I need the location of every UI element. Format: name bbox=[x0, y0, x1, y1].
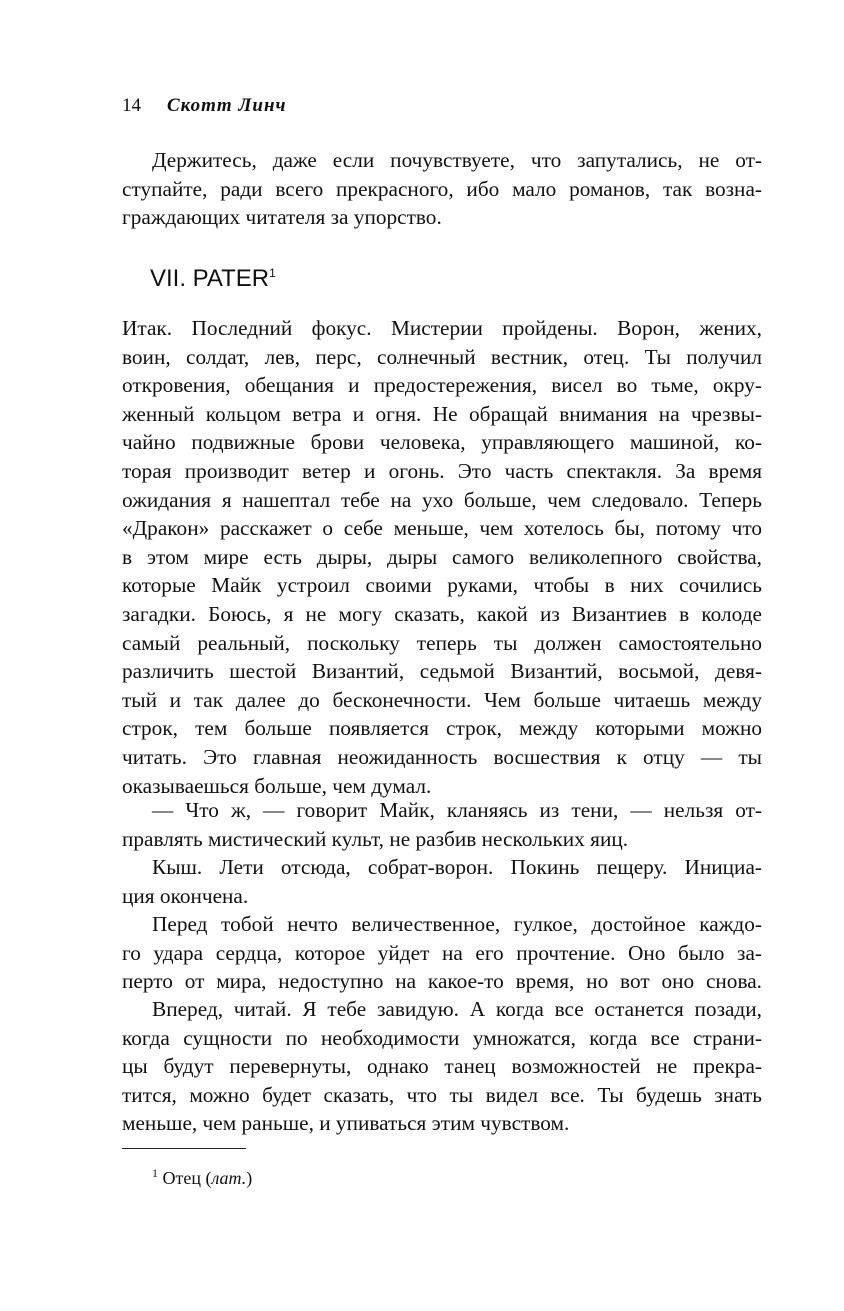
text-line: Кыш. Лети отсюда, собрат-ворон. Покинь пещеру. Инициа- bbox=[152, 855, 762, 879]
text-line: го удара сердца, которое уйдет на его прочтение. Оно было за- bbox=[122, 940, 762, 965]
text-line: правлять мистический культ, не разбив нескольких яиц. bbox=[122, 826, 629, 851]
paragraph bbox=[122, 853, 762, 910]
text-line: различить шестой Византий, седьмой Византий, восьмой, девя- bbox=[122, 659, 762, 684]
paragraph bbox=[122, 995, 762, 1138]
intro-paragraph bbox=[122, 146, 762, 232]
text-line: Перед тобой нечто величественное, гулкое, достойное каждо- bbox=[152, 912, 762, 936]
dialogue-paragraph bbox=[122, 796, 762, 853]
running-head bbox=[122, 94, 287, 118]
text-line: Итак. Последний фокус. Мистерии пройдены. Ворон, жених, bbox=[122, 316, 762, 340]
text-line: перто от мира, недоступно на какое-то время, но вот оно снова. bbox=[122, 969, 762, 994]
text-line: ступайте, ради всего прекрасного, ибо мало романов, так возна- bbox=[122, 176, 762, 201]
body-paragraph bbox=[122, 314, 762, 800]
text-line: самый реальный, поскольку теперь ты должен самостоятельно bbox=[122, 630, 762, 655]
text-line: которые Майк устроил своими руками, чтобы в них сочились bbox=[122, 573, 762, 598]
text-line: Держитесь, даже если почувствуете, что запутались, не от- bbox=[152, 148, 762, 172]
text-line: когда сущности по необходимости умножатся, когда все страни- bbox=[122, 1025, 762, 1050]
section-heading bbox=[150, 264, 276, 294]
text-line: тится, можно будет сказать, что ты видел все. Ты будешь знать bbox=[122, 1082, 762, 1107]
footnote bbox=[152, 1166, 252, 1190]
text-line: строк, тем больше появляется строк, между которыми можно bbox=[122, 716, 762, 741]
footnote-marker: 1 bbox=[269, 266, 276, 280]
footnote-text: Отец ( bbox=[162, 1168, 212, 1188]
text-line: ция окончена. bbox=[122, 883, 249, 908]
text-line: откровения, обещания и предостережения, висел во тьме, окру- bbox=[122, 373, 762, 398]
text-line: чайно подвижные брови человека, управляющего машиной, ко- bbox=[122, 430, 762, 455]
text-line: «Дракон» расскажет о себе меньше, чем хотелось бы, потому что bbox=[122, 516, 762, 541]
text-line: цы будут перевернуты, однако танец возможностей не прекра- bbox=[122, 1054, 762, 1079]
text-line: загадки. Боюсь, я не могу сказать, какой из Византиев в колоде bbox=[122, 601, 762, 626]
text-line: оказываешься больше, чем думал. bbox=[122, 773, 432, 798]
text-line: меньше, чем раньше, и упиваться этим чувством. bbox=[122, 1111, 570, 1136]
text-line: ожидания я нашептал тебе на ухо больше, чем следовало. Теперь bbox=[122, 487, 762, 512]
footnote-divider bbox=[122, 1148, 246, 1149]
footnote-italic: лат. bbox=[211, 1168, 247, 1188]
text-line: граждающих читателя за упорство. bbox=[122, 205, 442, 230]
text-line: Вперед, читай. Я тебе завидую. А когда все останется позади, bbox=[152, 997, 762, 1021]
text-line: женный кольцом ветра и огня. Не обращай внимания на чрезвы- bbox=[122, 401, 762, 426]
author-name: Скотт Линч bbox=[167, 95, 287, 116]
text-line: в этом мире есть дыры, дыры самого великолепного свойства, bbox=[122, 544, 762, 569]
text-line: торая производит ветер и огонь. Это часть спектакля. За время bbox=[122, 458, 762, 483]
text-line: — Что ж, — говорит Майк, кланяясь из тени, — нельзя от- bbox=[152, 798, 762, 822]
footnote-close: ) bbox=[246, 1168, 253, 1188]
section-title: VII. PATER bbox=[150, 265, 270, 292]
paragraph bbox=[122, 910, 762, 996]
text-line: воин, солдат, лев, перс, солнечный вестник, отец. Ты получил bbox=[122, 344, 762, 369]
page-number: 14 bbox=[122, 95, 141, 116]
text-line: тый и так далее до бесконечности. Чем больше читаешь между bbox=[122, 687, 762, 712]
footnote-number: 1 bbox=[152, 1166, 158, 1180]
text-line: читать. Это главная неожиданность восшествия к отцу — ты bbox=[122, 744, 762, 769]
